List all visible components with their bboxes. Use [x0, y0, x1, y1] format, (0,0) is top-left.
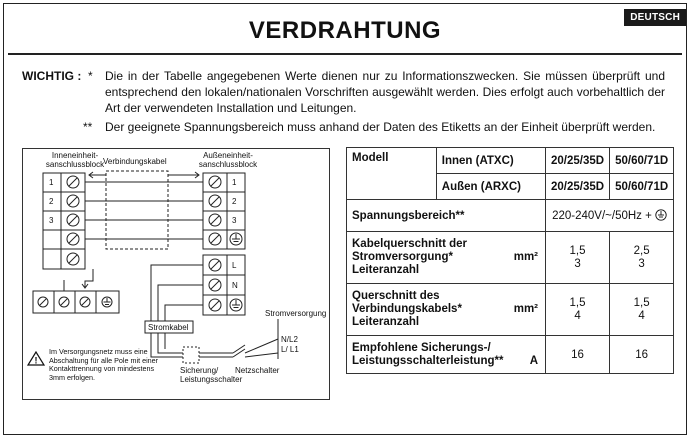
terminal-n-label: N: [232, 281, 238, 290]
page-title: VERDRAHTUNG: [248, 17, 442, 44]
power-cable-label: Kabelquerschnitt der Stromversorgung*: [352, 238, 468, 263]
terminal-l-label: L: [232, 261, 237, 270]
indoor-model-v1: 20/25/35D: [546, 148, 610, 174]
spec-table: [346, 147, 674, 374]
terminal-2-label: 2: [49, 197, 54, 206]
title-divider: [8, 53, 682, 55]
power-cable-v1: [546, 232, 610, 284]
power-cable-v2-size: 2,5: [633, 244, 650, 257]
conn-cable-v2-size: 1,5: [633, 296, 650, 309]
power-cable-v2: [610, 232, 674, 284]
power-cable-v1-size: 1,5: [569, 244, 586, 257]
l-l1-label: L/ L1: [281, 345, 299, 354]
wiring-diagram: [22, 148, 330, 400]
outdoor-terminal-2-label: 2: [232, 197, 237, 206]
outdoor-model-label: Außen (ARXC): [436, 174, 545, 200]
note-text-2: Der geeignete Spannungsbereich muss anhand der Daten des Etiketts an der Einheit überprüft werden.: [105, 120, 656, 134]
power-cable-v2-count: 3: [638, 257, 645, 270]
conn-cable-v1: [546, 284, 610, 336]
warning-text: Im Versorgungsnetz muss eine Abschaltung für alle Pole mit einer Kontakttrennung von mindestens 3mm erfolgen.: [49, 347, 159, 382]
switch-label: Netzschalter: [235, 366, 280, 375]
breaker-rating-label: Empfohlene Sicherungs-/ Leistungsschalterleistung**: [352, 341, 504, 367]
conn-cable-v2: [610, 284, 674, 336]
outdoor-terminal-1-label: 1: [232, 178, 237, 187]
conn-cable-sub: Leiteranzahl: [352, 316, 420, 328]
model-label: Modell: [347, 148, 437, 200]
outdoor-terminal-3-label: 3: [232, 216, 237, 225]
breaker-v1: 16: [546, 336, 610, 374]
power-cable-cell: [347, 232, 546, 284]
indoor-block-label: Inneneinheit-sanschlussblock: [45, 151, 105, 169]
n-l2-label: N/L2: [281, 335, 298, 344]
power-cable-unit: mm²: [513, 251, 538, 263]
voltage-cell: [546, 200, 674, 232]
note-text-1: Die in der Tabelle angegebenen Werte dienen nur zu Informationszwecken. Sie müssen überprüft und entsprechend den lokalen/nationalen Vorschriften ausgewählt werden. Dies erfolgt auch vorbehaltlich der Art der verwendeten Installation und Leitungen.: [105, 69, 665, 115]
breaker-cell: [347, 336, 546, 374]
indoor-model-label: Innen (ATXC): [436, 148, 545, 174]
note-marker-2: **: [83, 120, 93, 134]
power-cable-v1-count: 3: [574, 257, 581, 270]
svg-text:!: !: [34, 355, 38, 366]
indoor-model-v2: 50/60/71D: [610, 148, 674, 174]
breaker-unit: A: [529, 354, 538, 367]
power-cable-label: Stromkabel: [148, 323, 189, 332]
breaker-label: Sicherung/ Leistungsschalter: [180, 366, 243, 384]
language-badge: DEUTSCH: [624, 9, 686, 26]
outdoor-model-v2: 50/60/71D: [610, 174, 674, 200]
terminal-1-label: 1: [49, 178, 54, 187]
terminal-3-label: 3: [49, 216, 54, 225]
conn-cable-v1-size: 1,5: [569, 296, 586, 309]
breaker-v2: 16: [610, 336, 674, 374]
power-supply-label: Stromversorgung: [265, 309, 327, 318]
note-marker-1: *: [88, 69, 93, 83]
power-cable-sub: Leiteranzahl: [352, 264, 420, 276]
conn-cable-v1-count: 4: [574, 309, 581, 322]
important-label: WICHTIG :: [22, 69, 82, 83]
ground-icon: [655, 209, 667, 221]
conn-cable-cell: [347, 284, 546, 336]
conn-cable-label: Querschnitt des Verbindungskabels*: [352, 290, 462, 315]
conn-cable-v2-count: 4: [638, 309, 645, 322]
voltage-label: Spannungsbereich**: [347, 200, 546, 232]
outdoor-model-v1: 20/25/35D: [546, 174, 610, 200]
outdoor-block-label: Außeneinheit-sanschlussblock: [198, 151, 258, 169]
voltage-value: 220-240V/~/50Hz +: [552, 210, 652, 222]
conn-cable-unit: mm²: [513, 303, 538, 315]
connection-cable-label: Verbindungskabel: [103, 157, 167, 166]
